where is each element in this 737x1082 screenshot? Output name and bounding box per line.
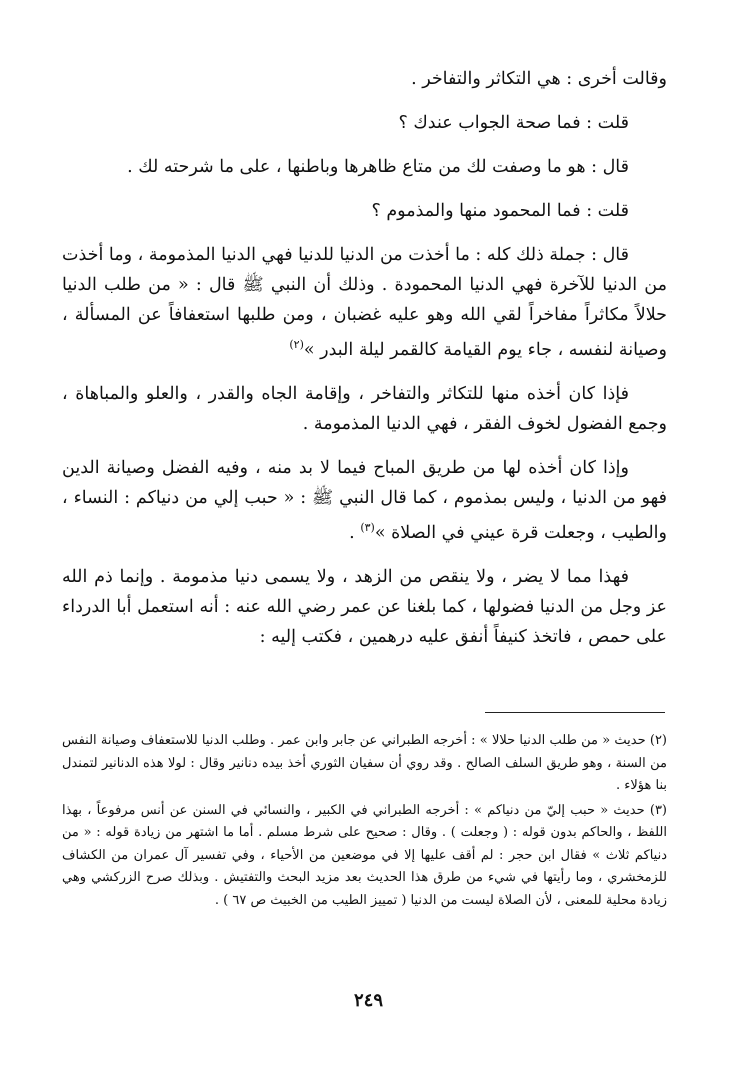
paragraph: وقالت أخرى : هي التكاثر والتفاخر . [411, 69, 667, 89]
paragraph: قلت : فما صحة الجواب عندك ؟ [398, 113, 629, 133]
paragraph [62, 240, 667, 365]
footnote: (٢) حديث « من طلب الدنيا حلالا » : أخرجه الطبراني عن جابر وابن عمر . وطلب الدنيا للاستعفاف وصيانة النفس من السنة ، وهو طريق السلف الصالح . وقد روي أن سفيان الثوري أخذ بيده دنانير وقال : لولا هذه الدنانير لتمندل بنا هؤلاء . [62, 733, 667, 793]
footnote: (٣) حديث « حبب إليّ من دنياكم » : أخرجه الطبراني في الكبير ، والنسائي في السنن عن أنس مرفوعاً ، بهذا اللفظ ، والحاكم بدون قوله : ( وجعلت ) . وقال : صحيح على شرط مسلم . أما ما اشتهر من زيادة قوله : « من دنياكم ثلاث » فقال ابن حجر : لم أقف عليها إلا في موضعين من الأحياء ، وفي تفسير آل عمران من الكشاف للزمخشري ، وما رأيتها في شيء من طرق هذا الحديث بعد مزيد البحث والتفتيش . وبذلك صرح الزركشي وهي زيادة محلية للمعنى ، لأن الصلاة ليست من الدنيا ( تمييز الطيب من الخبيث ص ٦٧ ) . [62, 802, 667, 908]
paragraph: قلت : فما المحمود منها والمذموم ؟ [371, 201, 629, 221]
paragraph: فهذا مما لا يضر ، ولا ينقص من الزهد ، ولا يسمى دنيا مذمومة . وإنما ذم الله عز وجل من الدنيا فضولها ، كما بلغنا عن عمر رضي الله عنه : أنه استعمل أبا الدرداء على حمص ، فاتخذ كنيفاً أنفق عليه درهمين ، فكتب إليه : [62, 566, 667, 647]
paragraph-text: . [349, 522, 361, 543]
paragraph: قال : هو ما وصفت لك من متاع ظاهرها وباطنها ، على ما شرحته لك . [127, 157, 629, 177]
footnotes [62, 730, 667, 912]
paragraph: فإذا كان أخذه منها للتكاثر والتفاخر ، وإقامة الجاه والقدر ، والعلو والمباهاة ، وجمع الفضول لخوف الفقر ، فهي الدنيا المذمومة . [62, 383, 667, 434]
paragraph-text: وإذا كان أخذه لها من طريق المباح فيما لا بد منه ، وفيه الفضل وصيانة الدين فهو من الدنيا ، وليس بمذموم ، كما قال النبي ﷺ : « حبب إلي من دنياكم : النساء ، والطيب ، وجعلت قرة عيني في الصلاة » [62, 457, 667, 543]
page-number: ٢٤٩ [353, 990, 383, 1011]
footnote-ref: (٢) [289, 338, 304, 351]
paragraph-text: قال : جملة ذلك كله : ما أخذت من الدنيا للدنيا فهي الدنيا المذمومة ، وما أخذت من الدنيا للآخرة فهي الدنيا المحمودة . وذلك أن النبي ﷺ قال : « من طلب الدنيا حلالاً مكاثراً مفاخراً لقي الله وهو عليه غضبان ، ومن طلبها استعفافاً عن المسألة ، وصيانة لنفسه ، جاء يوم القيامة كالقمر ليلة البدر » [62, 245, 667, 360]
footnote-divider [485, 712, 665, 713]
paragraph [62, 453, 667, 548]
footnote-ref: (٣) [360, 520, 375, 534]
main-text [62, 64, 667, 652]
